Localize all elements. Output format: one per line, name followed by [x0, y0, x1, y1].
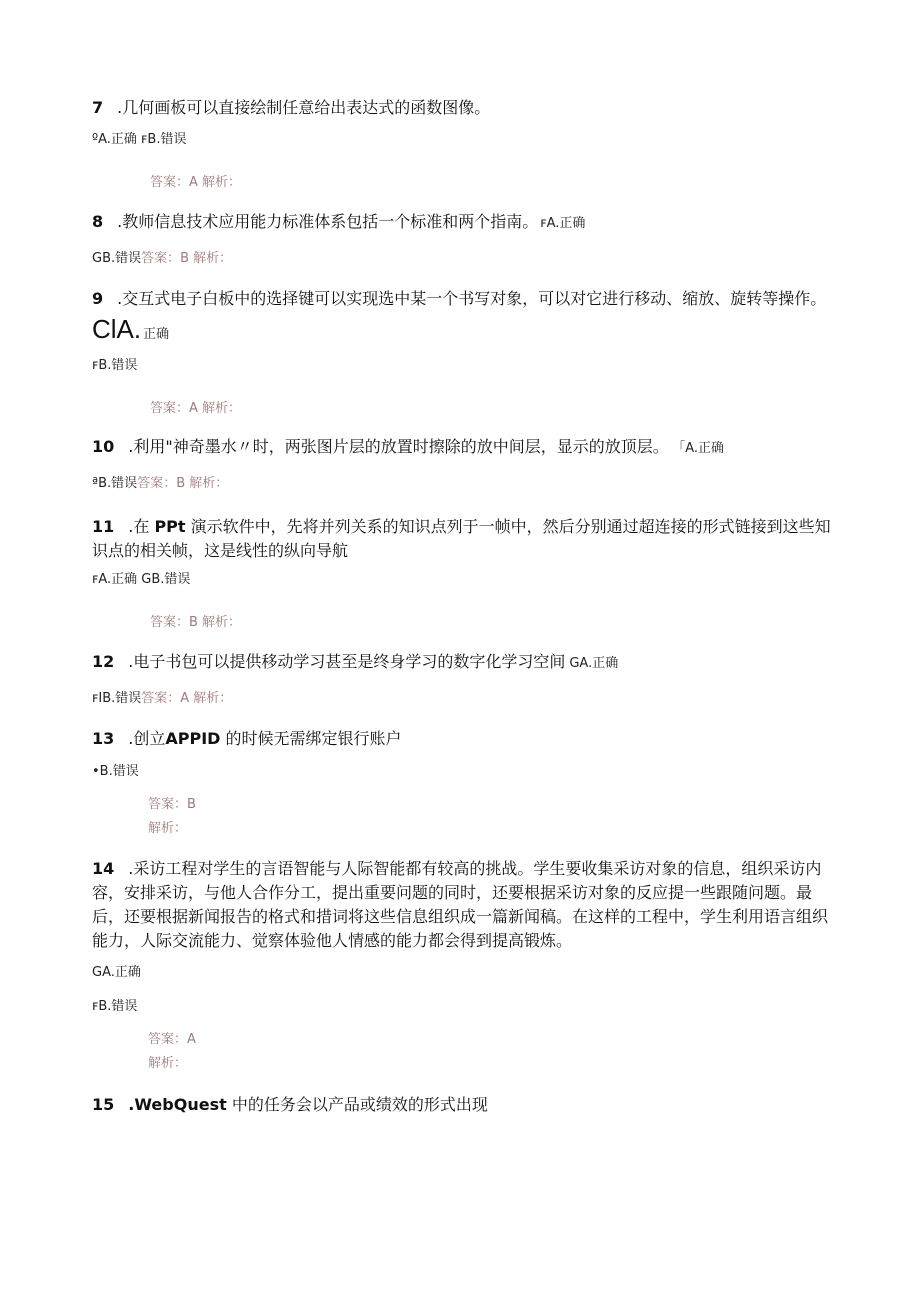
question-13-options: •B.错误 — [92, 764, 139, 779]
question-7 — [92, 96, 490, 120]
question-text: 演示软件中，先将并列关系的知识点列于一帧中，然后分别通过超连接的形式链接到这些知识点的相关帧，这是线性的纵向导航 — [92, 517, 831, 560]
question-text-bold: PPt — [154, 517, 186, 536]
question-14-answer: 答案：A — [148, 1032, 196, 1047]
question-11-answer: 答案：B 解析： — [150, 615, 242, 630]
question-8-options: GB.错误 — [92, 251, 142, 266]
question-10-options: ªB.错误 — [92, 476, 138, 491]
question-text: 的时候无需绑定银行账户 — [225, 729, 402, 748]
question-13-answer: 答案：B — [148, 797, 196, 812]
question-9-option-a-label: 正确 — [143, 327, 170, 342]
question-8-answer: 答案：B 解析： — [141, 251, 233, 266]
question-10 — [92, 435, 724, 461]
question-number: 9 — [92, 289, 104, 308]
question-13-analysis: 解析： — [148, 821, 188, 836]
question-10-inline-option: 「A.正确 — [678, 441, 725, 456]
question-number: 14 — [92, 859, 115, 878]
question-7-answer: 答案：A 解析： — [150, 175, 242, 190]
question-text-prefix: .创立 — [128, 729, 166, 748]
question-8 — [92, 210, 585, 236]
question-text: .采访工程对学生的言语智能与人际智能都有较高的挑战。学生要收集采访对象的信息，组织采访内容，安排采访，与他人合作分工，提出重要问题的同时，还要根据采访对象的反应提一些跟随问题。最后，还要根据新闻报告的格式和措词将这些信息组织成一篇新闻稿。在这样的工程中，学生利用语言组织能力，人际交流能力、觉察体验他人情感的能力都会得到提高锻炼。 — [92, 859, 829, 950]
question-number: 11 — [92, 517, 115, 536]
question-text-bold: .WebQuest — [128, 1095, 227, 1114]
question-14 — [92, 857, 832, 953]
question-14-option-b: ꜰB.错误 — [92, 999, 138, 1014]
question-13 — [92, 727, 402, 751]
question-9-big-option: ClA. — [92, 314, 142, 344]
question-12-options: ꜰIB.错误 — [92, 691, 142, 706]
question-number: 13 — [92, 729, 115, 748]
question-9-options: ꜰB.错误 — [92, 358, 138, 373]
question-9 — [92, 287, 826, 311]
question-number: 15 — [92, 1095, 115, 1114]
question-9-answer: 答案：A 解析： — [150, 401, 242, 416]
question-10-answer-line — [92, 475, 228, 493]
question-12 — [92, 650, 618, 676]
question-number: 12 — [92, 652, 115, 671]
question-12-answer: 答案：A 解析： — [141, 691, 233, 706]
question-11 — [92, 515, 832, 563]
question-text: .利用"神奇墨水〃时，两张图片层的放置时擦除的放中间层，显示的放顶层。 — [128, 437, 669, 456]
question-14-analysis: 解析： — [148, 1056, 188, 1071]
question-text: .电子书包可以提供移动学习甚至是终身学习的数字化学习空间 — [128, 652, 566, 671]
question-number: 8 — [92, 212, 104, 231]
question-7-options: ºA.正确 ꜰB.错误 — [92, 132, 187, 147]
question-8-inline-option: ꜰA.正确 — [540, 216, 586, 231]
question-12-answer-line — [92, 690, 232, 708]
question-number: 10 — [92, 437, 115, 456]
question-9-option-a — [92, 314, 169, 344]
question-text: .几何画板可以直接绘制任意给出表达式的函数图像。 — [117, 98, 491, 117]
question-text-prefix: .在 — [128, 517, 150, 536]
question-text: 中的任务会以产品或绩效的形式出现 — [231, 1095, 488, 1114]
question-8-answer-line — [92, 250, 232, 268]
question-text: .交互式电子白板中的选择键可以实现选中某一个书写对象，可以对它进行移动、缩放、旋转等操作。 — [117, 289, 827, 308]
question-text: .教师信息技术应用能力标准体系包括一个标准和两个指南。 — [117, 212, 539, 231]
question-text-bold: APPID — [165, 729, 221, 748]
question-10-answer: 答案：B 解析： — [137, 476, 229, 491]
question-number: 7 — [92, 98, 104, 117]
question-15 — [92, 1093, 488, 1117]
question-14-option-a: GA.正确 — [92, 965, 141, 980]
question-12-inline-option: GA.正确 — [569, 656, 619, 671]
question-11-options: ꜰA.正确 GB.错误 — [92, 572, 191, 587]
